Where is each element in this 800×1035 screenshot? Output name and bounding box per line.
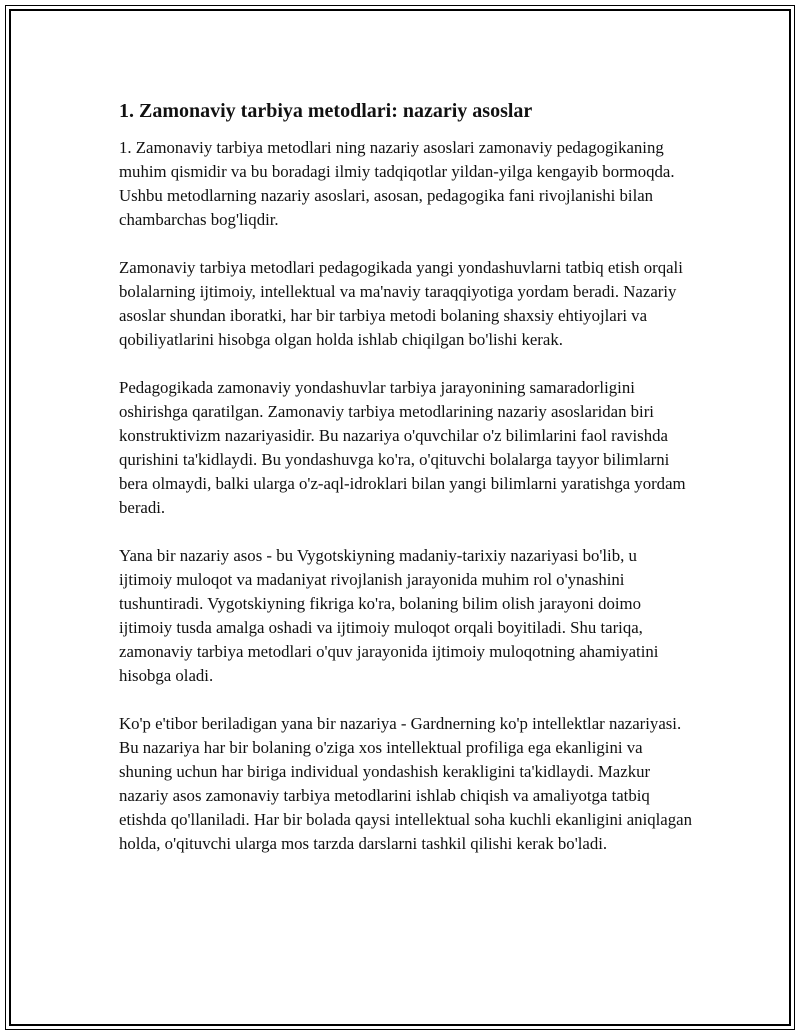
document-body <box>119 95 693 880</box>
paragraph-4: Yana bir nazariy asos - bu Vygotskiyning madaniy-tarixiy nazariyasi bo'lib, u ijtimoiy muloqot va madaniyat rivojlanish jarayonida muhim rol o'ynashini tushuntiradi. Vygotskiyning fikriga ko'ra, bolaning bilim olish jarayoni doimo ijtimoiy tusda amalga oshadi va ijtimoiy muloqot orqali boyitiladi. Shu tariqa, zamonaviy tarbiya metodlari o'quv jarayonida ijtimoiy muloqotning ahamiyatini hisobga oladi. <box>119 546 659 685</box>
paragraph-2: Zamonaviy tarbiya metodlari pedagogikada yangi yondashuvlarni tatbiq etish orqali bolalarning ijtimoiy, intellektual va ma'naviy taraqqiyotiga yordam beradi. Nazariy asoslar shundan iboratki, har bir tarbiya metodi bolaning shaxsiy ehtiyojlari va qobiliyatlarini hisobga olgan holda ishlab chiqilgan bo'lishi kerak. <box>119 258 683 349</box>
paragraph-5: Ko'p e'tibor beriladigan yana bir nazariya - Gardnerning ko'p intellektlar nazariyasi. Bu nazariya har bir bolaning o'ziga xos intellektual profiliga ega ekanligini va shuning uchun har biriga individual yondashish kerakligini ta'kidlaydi. Mazkur nazariy asos zamonaviy tarbiya metodlarini ishlab chiqish va amaliyotga tatbiq etishda qo'llaniladi. Har bir bolada qaysi intellektual soha kuchli ekanligini aniqlagan holda, o'qituvchi ularga mos tarzda darslarni tashkil qilishi kerak bo'ladi. <box>119 714 692 853</box>
section-heading: 1. Zamonaviy tarbiya metodlari: nazariy asoslar <box>119 100 533 122</box>
paragraph-3: Pedagogikada zamonaviy yondashuvlar tarbiya jarayonining samaradorligini oshirishga qaratilgan. Zamonaviy tarbiya metodlarining nazariy asoslaridan biri konstruktivizm nazariyasidir. Bu nazariya o'quvchilar o'z bilimlarini faol ravishda qurishini ta'kidlaydi. Bu yondashuvga ko'ra, o'qituvchi bolalarga tayyor bilimlarni bera olmaydi, balki ularga o'z-aql-idroklari bilan yangi bilimlarni yaratishga yordam beradi. <box>119 378 686 517</box>
paragraph-1: 1. Zamonaviy tarbiya metodlari ning nazariy asoslari zamonaviy pedagogikaning muhim qismidir va bu boradagi ilmiy tadqiqotlar yildan-yilga kengayib bormoqda. Ushbu metodlarning nazariy asoslari, asosan, pedagogika fani rivojlanishi bilan chambarchas bog'liqdir. <box>119 138 675 229</box>
page-border <box>5 5 795 1030</box>
